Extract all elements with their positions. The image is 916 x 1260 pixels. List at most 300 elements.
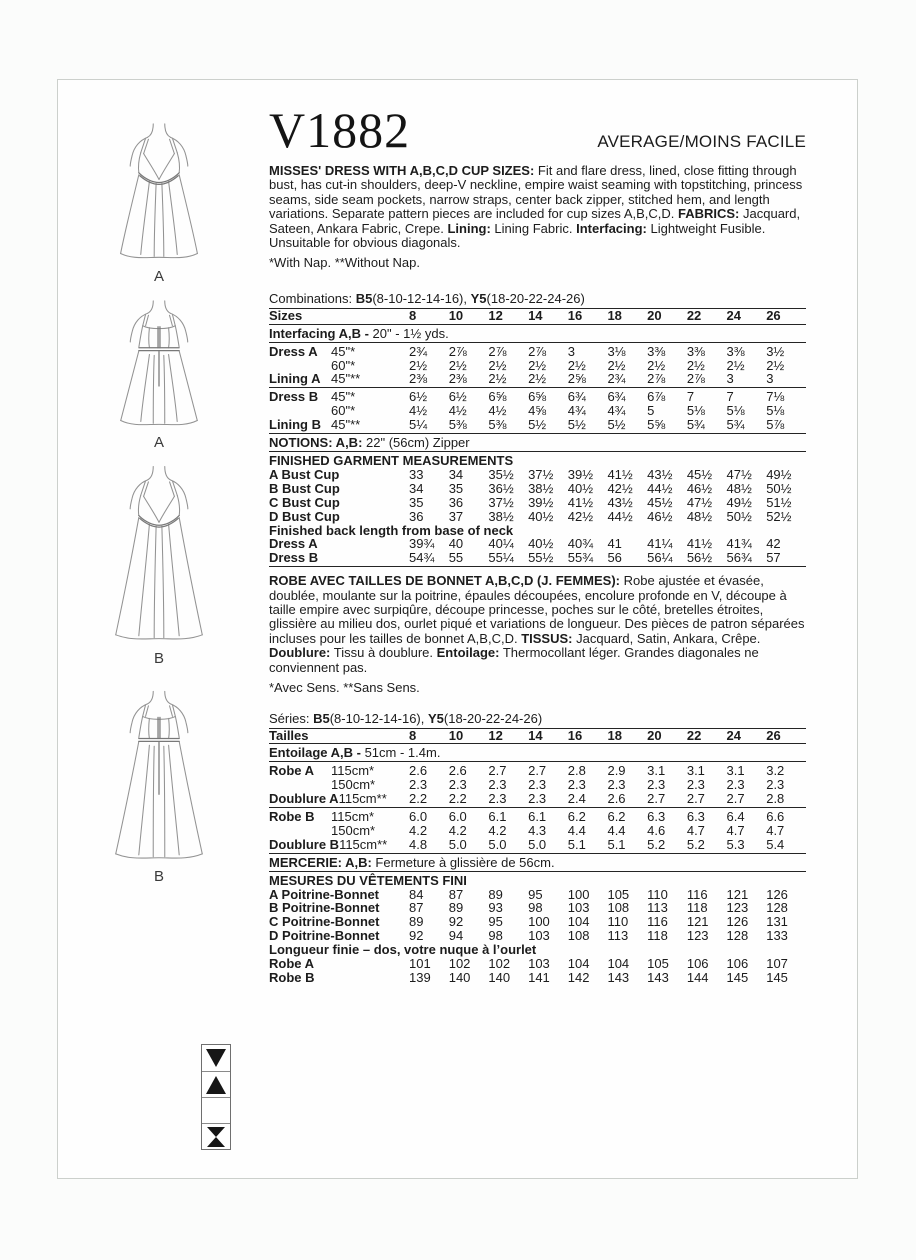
combinations-line: Combinations: B5(8-10-12-14-16), Y5(18-20-22-24-26) [269, 291, 806, 309]
cell-value: 35 [409, 494, 424, 510]
cell-value: 2.7 [687, 792, 727, 807]
cell-value: 10 [449, 309, 489, 324]
nap-hourglass-icon [202, 1123, 230, 1149]
cell-value: 2.8 [567, 763, 586, 779]
cell-value: 92 [448, 914, 464, 930]
cell-value: 42½ [567, 508, 594, 524]
dress-a-front-figure [104, 120, 214, 285]
dress-b-front-illustration [109, 462, 209, 648]
table-note: NOTIONS: A,B: 22" (56cm) Zipper [269, 434, 806, 452]
table-row [269, 551, 806, 566]
cell-value: 39¾ [409, 536, 435, 552]
cell-value: 41¾ [726, 536, 752, 552]
cell-value: 2.3 [766, 777, 785, 793]
cell-value: 2½ [448, 357, 467, 373]
cell-value: 126 [766, 886, 788, 902]
cell-value: 4.7 [766, 822, 785, 838]
nap-symbol-strip [201, 1044, 231, 1150]
cell-value: 4.7 [686, 822, 705, 838]
nap-triangle-up-icon [202, 1071, 230, 1097]
table-row [269, 359, 806, 373]
cell-value: 4.8 [409, 838, 449, 853]
cell-value: 55½ [528, 551, 568, 566]
cell-value: 6½ [409, 389, 428, 405]
row-label: C Poitrine-Bonnet [269, 914, 380, 930]
cell-value: 5¾ [727, 418, 767, 433]
cell-value: 5½ [528, 418, 568, 433]
cell-value: 103 [528, 928, 550, 944]
cell-value: 143 [647, 970, 669, 985]
row-label: Lining B 45"** [269, 418, 409, 433]
cell-value: 128 [726, 928, 749, 944]
cell-value: 144 [686, 970, 709, 985]
cell-value: 42 [766, 536, 781, 552]
cell-value: 110 [647, 886, 668, 902]
cell-value: 8 [409, 309, 449, 324]
table-row [269, 957, 806, 971]
cell-value: 2.3 [448, 777, 467, 793]
cell-value: 4¾ [607, 403, 626, 419]
cell-value: 103 [528, 956, 550, 972]
figure-label: B [153, 868, 164, 885]
cell-value: 34 [409, 480, 424, 496]
main-content [269, 102, 806, 985]
cell-value: 128 [766, 900, 788, 916]
cell-value: 2½ [488, 357, 507, 373]
cell-value: 5⅜ [488, 418, 528, 433]
cell-value: 56½ [687, 551, 727, 566]
cell-value: 34 [448, 466, 464, 482]
cell-value: 14 [528, 729, 568, 744]
cell-value: 47½ [686, 494, 713, 510]
cell-value: 2.9 [607, 763, 626, 779]
figure-label: B [153, 650, 164, 667]
table-row [269, 404, 806, 418]
cell-value: 113 [607, 928, 629, 944]
cell-value: 40 [448, 536, 464, 552]
cell-value: 3 [727, 372, 767, 387]
cell-value: 4½ [409, 403, 428, 419]
cell-value: 131 [766, 914, 788, 930]
cell-value: 6⅝ [488, 389, 507, 405]
table-row [269, 744, 806, 762]
table-row [269, 778, 806, 792]
table-row [269, 929, 806, 943]
cell-value: 105 [647, 956, 669, 972]
cell-value: 50½ [726, 508, 752, 524]
row-label: Robe B 115cm* [269, 809, 375, 825]
cell-value: 116 [686, 886, 708, 902]
cell-value: 16 [568, 729, 608, 744]
cell-value: 2½ [607, 357, 626, 373]
table-row [269, 853, 806, 871]
row-label: 60"* [331, 403, 356, 419]
table-row [269, 309, 806, 324]
french-description: ROBE AVEC TAILLES DE BONNET A,B,C,D (J. FEMMES): Robe ajustée et évasée, doublée, moulante sur la poitrine, épaules découpées, encolure profonde en V, découpe à taille empire avec surpiqûre, découpe princesse, poches sur le côté, bretelles étroites, glissière au milieu dos, ourlet piqué et variations de longueur. Des pièces de patron séparées incluses pour les tailles de bonnet A,B,C,D. TISSUS: Jacquard, Satin, Ankara, Crêpe. Doublure: Tissu à doublure. Entoilage: Thermocollant léger. Grandes diagonales ne conviennent pas. [269, 573, 805, 675]
cell-value: 47½ [726, 466, 752, 482]
cell-value: 3.2 [766, 763, 785, 779]
cell-value: 87 [409, 900, 424, 916]
cell-value: 41 [607, 536, 622, 552]
cell-value: 104 [567, 956, 590, 972]
cell-value: 46½ [686, 480, 713, 496]
cell-value: 4.2 [488, 822, 507, 838]
cell-value: 5⅜ [449, 418, 489, 433]
english-nap-note: *With Nap. **Without Nap. [269, 255, 421, 271]
cell-value: 105 [607, 886, 630, 902]
cell-value: 5¾ [687, 418, 727, 433]
dress-b-front-figure [104, 462, 214, 667]
cell-value: 45½ [647, 494, 673, 510]
cell-value: 5.3 [727, 838, 767, 853]
cell-value: 5¼ [409, 418, 449, 433]
cell-value: 2.3 [567, 777, 586, 793]
cell-value: 110 [607, 914, 629, 930]
cell-value: 118 [686, 900, 708, 916]
cell-value: 2.8 [766, 792, 806, 807]
english-description-block [269, 164, 806, 271]
cell-value: 44½ [607, 508, 633, 524]
cell-value: 2.3 [528, 792, 568, 807]
cell-value: 5½ [607, 418, 647, 433]
row-label: B Bust Cup [269, 480, 340, 496]
cell-value: 121 [686, 914, 709, 930]
row-label: 150cm* [331, 777, 376, 793]
cell-value: 2⅜ [409, 372, 449, 387]
french-description-block [269, 574, 806, 695]
cell-value: 5.2 [687, 838, 727, 853]
row-label: 60"* [331, 357, 356, 373]
cell-value: 51½ [766, 494, 792, 510]
cell-value: 145 [766, 970, 788, 985]
cell-value: 6.1 [528, 809, 547, 825]
cell-value: 18 [607, 729, 647, 744]
cell-value: 3.1 [647, 763, 666, 779]
table-row [269, 888, 806, 902]
cell-value: 2⅞ [448, 343, 467, 359]
row-label: B Poitrine-Bonnet [269, 900, 380, 916]
cell-value: 121 [726, 886, 749, 902]
table-row [269, 468, 806, 482]
table-row [269, 324, 806, 342]
cell-value: 54¾ [409, 551, 449, 566]
cell-value: 98 [528, 900, 543, 916]
cell-value: 40¼ [488, 536, 514, 552]
cell-value: 103 [567, 900, 590, 916]
cell-value: 107 [766, 956, 788, 972]
cell-value: 2.3 [528, 777, 547, 793]
dress-b-back-figure [104, 688, 214, 885]
cell-value: 6¾ [567, 389, 586, 405]
english-measurements-table [269, 309, 806, 567]
dress-a-back-figure [104, 298, 214, 451]
cell-value: 40½ [528, 508, 554, 524]
table-row [269, 943, 806, 957]
cell-value: 2½ [726, 357, 745, 373]
table-row [269, 510, 806, 524]
table-row [269, 537, 806, 551]
dress-a-front-illustration [111, 120, 207, 266]
cell-value: 12 [488, 729, 528, 744]
cell-value: 26 [766, 729, 806, 744]
cell-value: 56¼ [647, 551, 687, 566]
cell-value: 50½ [766, 480, 792, 496]
row-label: Robe A [269, 956, 315, 972]
row-label: Robe B [269, 970, 315, 985]
table-row [269, 482, 806, 496]
cell-value: 4.4 [567, 822, 586, 838]
cell-value: 22 [687, 729, 727, 744]
cell-value: 2.2 [409, 792, 449, 807]
cell-value: 98 [488, 928, 503, 944]
row-label: Doublure B115cm** [269, 838, 409, 853]
cell-value: 2½ [409, 357, 428, 373]
cell-value: 2⅞ [687, 372, 727, 387]
cell-value: 7 [686, 389, 695, 405]
cell-value: 143 [607, 970, 630, 985]
section-heading: FINISHED GARMENT MEASUREMENTS [269, 453, 514, 468]
cell-value: 2.6 [448, 763, 467, 779]
cell-value: 93 [488, 900, 503, 916]
cell-value: 108 [567, 928, 590, 944]
cell-value: 84 [409, 886, 424, 902]
nap-triangle-down-icon [202, 1045, 230, 1071]
cell-value: 113 [647, 900, 668, 916]
table-row [269, 524, 806, 538]
cell-value: 37½ [528, 466, 554, 482]
table-row [269, 418, 806, 433]
cell-value: 2½ [766, 357, 785, 373]
row-label: Dress A [269, 536, 318, 552]
cell-value: 45½ [686, 466, 713, 482]
french-measurements-table [269, 729, 806, 985]
cell-value: 26 [766, 309, 806, 324]
cell-value: 108 [607, 900, 630, 916]
table-row [269, 915, 806, 929]
cell-value: 6.2 [567, 809, 586, 825]
cell-value: 123 [726, 900, 749, 916]
row-label: D Bust Cup [269, 508, 340, 524]
cell-value: 22 [687, 309, 727, 324]
cell-value: 92 [409, 928, 424, 944]
cell-value: 106 [686, 956, 709, 972]
figure-label: A [153, 268, 164, 285]
cell-value: 16 [568, 309, 608, 324]
cell-value: 2.7 [727, 792, 767, 807]
cell-value: 3½ [766, 343, 785, 359]
cell-value: 2.7 [528, 763, 547, 779]
cell-value: 4.6 [647, 822, 666, 838]
cell-value: 40¾ [567, 536, 594, 552]
cell-value: 5⅛ [726, 403, 745, 419]
row-label: Robe A 115cm* [269, 763, 375, 779]
cell-value: 5⅛ [766, 403, 785, 419]
cell-value: 20 [647, 729, 687, 744]
row-label: A Bust Cup [269, 466, 340, 482]
row-label: C Bust Cup [269, 494, 340, 510]
cell-value: 3.1 [726, 763, 745, 779]
table-row [269, 871, 806, 887]
cell-value: 126 [726, 914, 749, 930]
cell-value: 2.3 [488, 777, 507, 793]
table-note: MERCERIE: A,B: Fermeture à glissière de 56cm. [269, 853, 806, 871]
cell-value: 89 [448, 900, 464, 916]
cell-value: 10 [449, 729, 489, 744]
difficulty-rating: AVERAGE/MOINS FACILE [597, 132, 806, 151]
cell-value: 55¾ [568, 551, 608, 566]
cell-value: 41½ [686, 536, 713, 552]
cell-value: 40½ [567, 480, 594, 496]
cell-value: 3⅜ [726, 343, 745, 359]
cell-value: 5.0 [449, 838, 489, 853]
cell-value: 2.7 [488, 763, 507, 779]
cell-value: 5.4 [766, 838, 806, 853]
cell-value: 12 [488, 309, 528, 324]
cell-value: 6.0 [409, 809, 428, 825]
cell-value: 3⅜ [647, 343, 666, 359]
cell-value: 100 [567, 886, 590, 902]
cell-value: 2½ [488, 372, 528, 387]
cell-value: 5⅞ [766, 418, 806, 433]
cell-value: 4½ [448, 403, 467, 419]
cell-value: 5.0 [488, 838, 528, 853]
cell-value: 36 [409, 508, 424, 524]
table-row [269, 824, 806, 838]
cell-value: 2.4 [568, 792, 608, 807]
cell-value: 2½ [647, 357, 666, 373]
section-heading: MESURES DU VÊTEMENTS FINI [269, 872, 467, 888]
cell-value: 36½ [488, 480, 514, 496]
cell-value: 2.3 [607, 777, 626, 793]
cell-value: 35½ [488, 466, 514, 482]
cell-value: 33 [409, 466, 424, 482]
cell-value: 2¾ [409, 343, 428, 359]
cell-value: 6.2 [607, 809, 626, 825]
cell-value: 102 [448, 956, 471, 972]
cell-value: 139 [409, 970, 431, 985]
row-label: Sizes [269, 309, 409, 324]
dress-b-back-illustration [109, 688, 209, 866]
cell-value: 52½ [766, 508, 792, 524]
cell-value: 48½ [726, 480, 752, 496]
cell-value: 5½ [568, 418, 608, 433]
cell-value: 49½ [726, 494, 752, 510]
row-label: Lining A 45"** [269, 372, 409, 387]
cell-value: 5⅝ [647, 418, 687, 433]
cell-value: 24 [727, 309, 767, 324]
cell-value: 2⅞ [647, 372, 687, 387]
cell-value: 4½ [488, 403, 507, 419]
cell-value: 3.1 [686, 763, 705, 779]
row-label: Dress B [269, 551, 409, 566]
envelope-page [57, 79, 858, 1179]
table-row [269, 729, 806, 744]
cell-value: 49½ [766, 466, 792, 482]
cell-value: 2¾ [607, 372, 647, 387]
cell-value: 39½ [528, 494, 554, 510]
cell-value: 2⅞ [488, 343, 507, 359]
cell-value: 40½ [528, 536, 554, 552]
cell-value: 94 [448, 928, 464, 944]
cell-value: 14 [528, 309, 568, 324]
cell-value: 95 [528, 886, 543, 902]
pattern-number: V1882 [269, 102, 411, 158]
french-nap-note: *Avec Sens. **Sans Sens. [269, 680, 420, 696]
cell-value: 3⅜ [686, 343, 705, 359]
cell-value: 37½ [488, 494, 514, 510]
cell-value: 56¾ [727, 551, 767, 566]
cell-value: 5.1 [568, 838, 608, 853]
cell-value: 104 [607, 956, 630, 972]
cell-value: 4.4 [607, 822, 626, 838]
cell-value: 41½ [567, 494, 594, 510]
dress-a-back-illustration [111, 298, 207, 432]
cell-value: 42½ [607, 480, 633, 496]
cell-value: 145 [726, 970, 749, 985]
cell-value: 6.1 [488, 809, 507, 825]
table-row [269, 342, 806, 358]
table-row [269, 496, 806, 510]
cell-value: 6.4 [726, 809, 745, 825]
cell-value: 18 [607, 309, 647, 324]
row-label: D Poitrine-Bonnet [269, 928, 380, 944]
cell-value: 3⅛ [607, 343, 626, 359]
cell-value: 48½ [686, 508, 713, 524]
cell-value: 2½ [686, 357, 705, 373]
cell-value: 133 [766, 928, 788, 944]
table-note: Entoilage A,B - 51cm - 1.4m. [269, 744, 806, 762]
section-heading: Longueur finie – dos, votre nuque à l’ourlet [269, 942, 537, 958]
cell-value: 141 [528, 970, 550, 985]
cell-value: 5.0 [528, 838, 568, 853]
cell-value: 6⅞ [647, 389, 666, 405]
row-label: Dress A 45"* [269, 343, 356, 359]
cell-value: 2½ [528, 372, 568, 387]
cell-value: 44½ [647, 480, 673, 496]
cell-value: 106 [726, 956, 749, 972]
cell-value: 5.1 [607, 838, 647, 853]
cell-value: 7 [726, 389, 734, 405]
cell-value: 6.0 [448, 809, 467, 825]
cell-value: 101 [409, 956, 431, 972]
table-row [269, 971, 806, 985]
cell-value: 8 [409, 729, 449, 744]
cell-value: 6.3 [686, 809, 705, 825]
cell-value: 24 [727, 729, 767, 744]
cell-value: 2.3 [409, 777, 428, 793]
cell-value: 118 [647, 928, 668, 944]
cell-value: 140 [488, 970, 511, 985]
cell-value: 2½ [528, 357, 547, 373]
cell-value: 4.3 [528, 822, 547, 838]
cell-value: 20 [647, 309, 687, 324]
table-row [269, 452, 806, 468]
row-label: Tailles [269, 729, 409, 744]
cell-value: 37 [448, 508, 464, 524]
cell-value: 2.3 [647, 777, 666, 793]
cell-value: 6⅝ [528, 389, 547, 405]
cell-value: 2½ [567, 357, 586, 373]
cell-value: 41½ [607, 466, 633, 482]
table-row [269, 792, 806, 807]
table-note: Interfacing A,B - 20" - 1½ yds. [269, 324, 806, 342]
cell-value: 4.2 [448, 822, 467, 838]
cell-value: 4.7 [726, 822, 745, 838]
cell-value: 89 [409, 914, 424, 930]
cell-value: 4.2 [409, 822, 428, 838]
cell-value: 3 [766, 372, 806, 387]
cell-value: 43½ [607, 494, 633, 510]
